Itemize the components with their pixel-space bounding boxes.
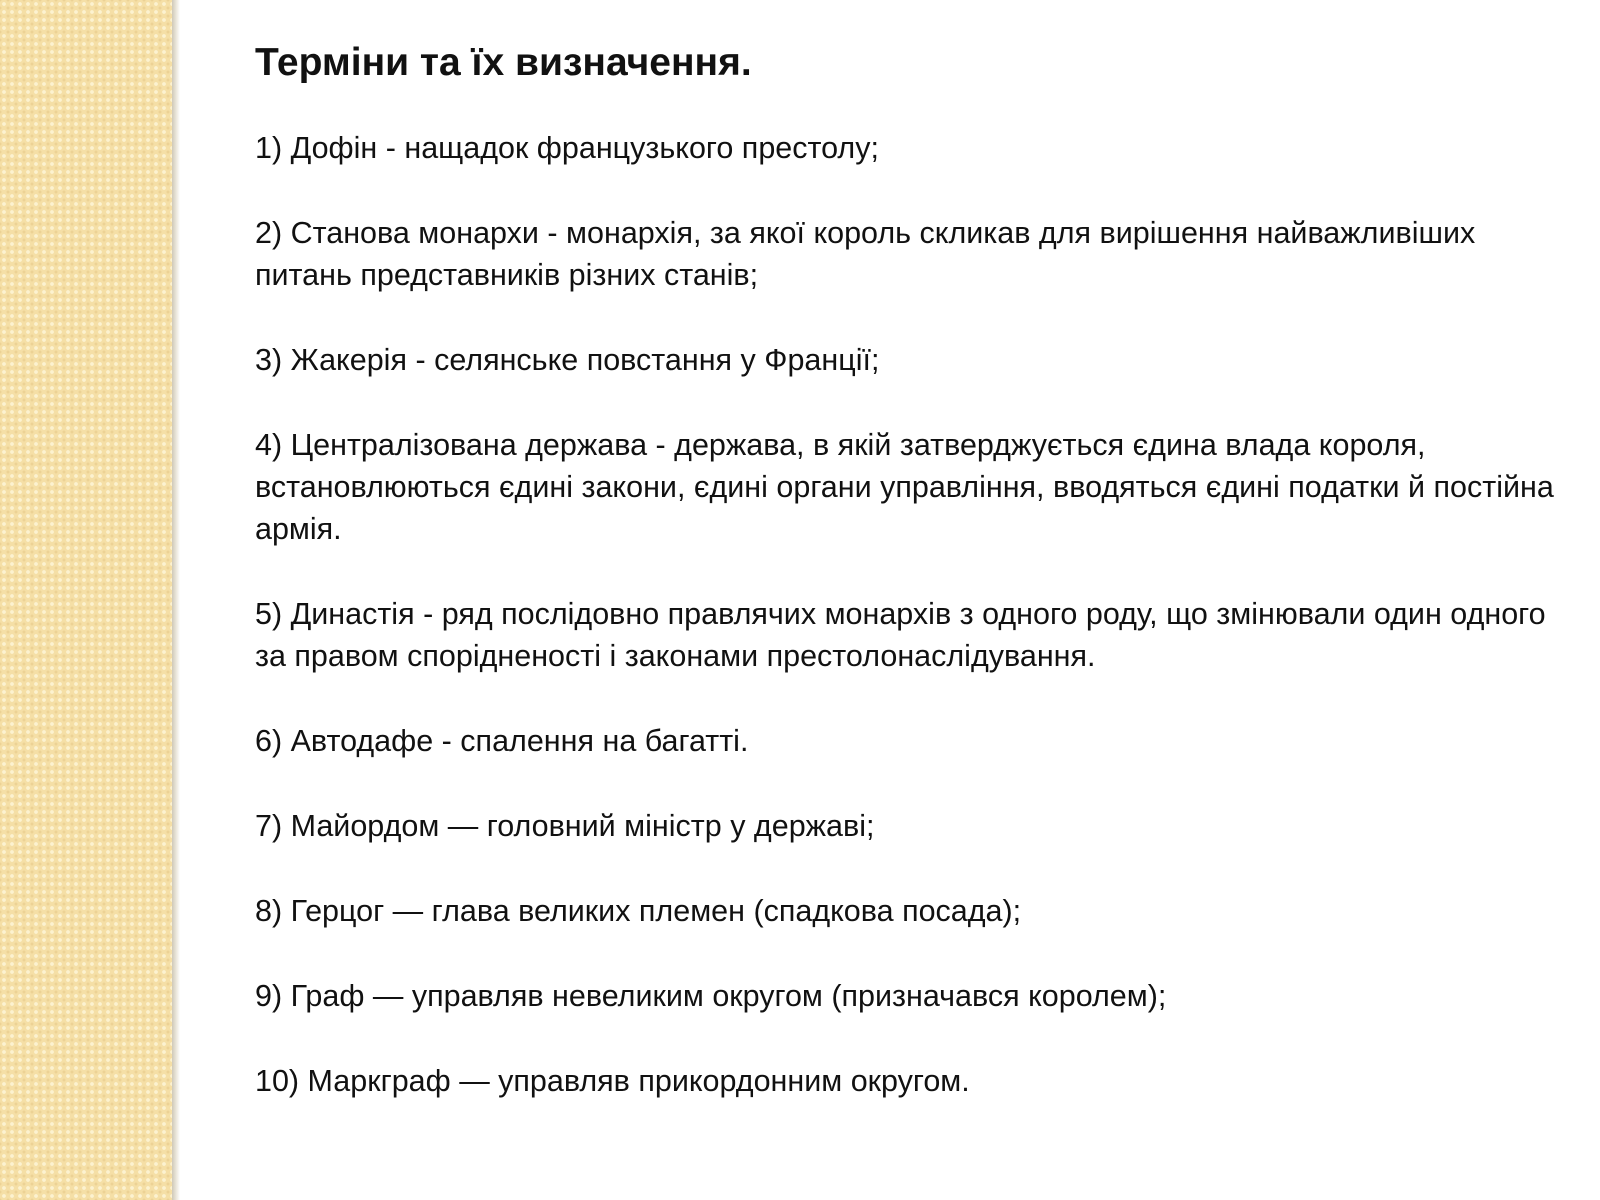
term-list xyxy=(255,127,1575,1102)
term-item-1: 1) Дофін - нащадок французького престолу; xyxy=(255,131,879,165)
page-title: Терміни та їх визначення. xyxy=(255,41,752,84)
slide-content xyxy=(255,38,1575,1145)
term-item-4: 4) Централізована держава - держава, в якій затверджується єдина влада короля, встановлюються єдині закони, єдині органи управління, вводяться єдині податки й постійна армія. xyxy=(255,428,1554,546)
term-item-3: 3) Жакерія - селянське повстання у Франції; xyxy=(255,343,880,377)
term-item-9: 9) Граф — управляв невеликим округом (призначався королем); xyxy=(255,979,1167,1013)
side-strip-shadow xyxy=(172,0,180,1200)
term-item-8: 8) Герцог — глава великих племен (спадкова посада); xyxy=(255,894,1022,928)
term-item-2: 2) Станова монархи - монархія, за якої король скликав для вирішення найважливіших питань представників різних станів; xyxy=(255,216,1476,292)
term-item-6: 6) Автодафе - спалення на багатті. xyxy=(255,724,749,758)
term-item-5: 5) Династія - ряд послідовно правлячих монархів з одного роду, що змінювали один одного за правом спорідненості і законами престолонаслідування. xyxy=(255,597,1546,673)
decorative-side-strip xyxy=(0,0,172,1200)
term-item-10: 10) Маркграф — управляв прикордонним округом. xyxy=(255,1064,970,1098)
term-item-7: 7) Майордом — головний міністр у державі; xyxy=(255,809,875,843)
